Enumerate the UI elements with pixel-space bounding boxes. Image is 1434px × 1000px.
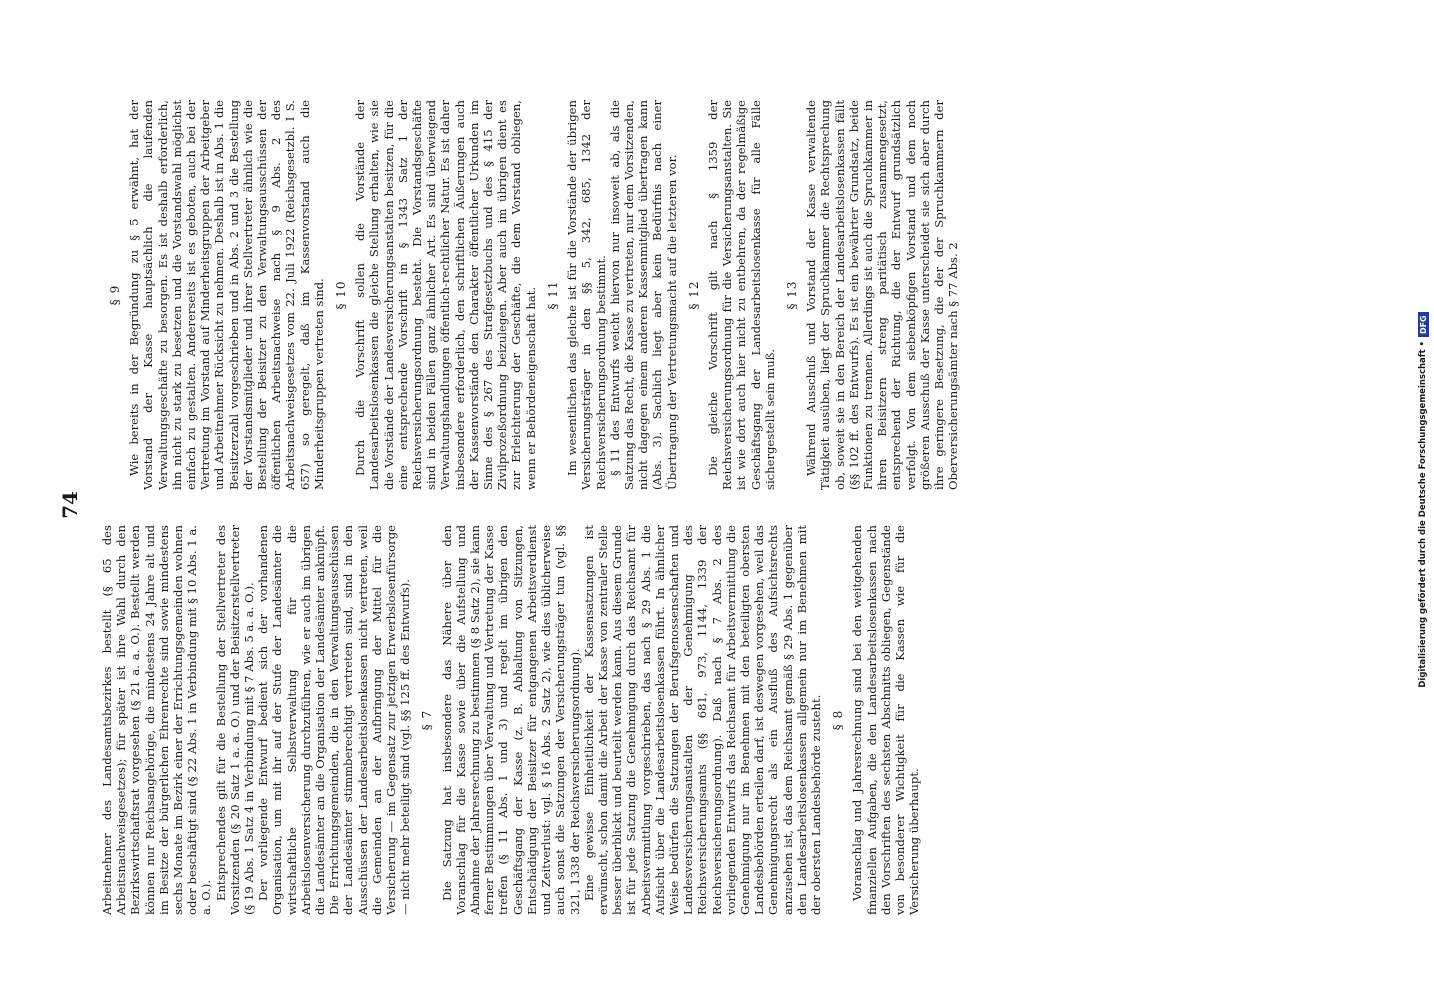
section-heading-10: § 10 bbox=[334, 280, 349, 310]
paragraph: Durch die Vorschrift sollen die Vorstände der Landesarbeitslosenkassen die gleiche Stellung erhalten, wie sie die Vorstände der Landesversicherungsanstalten besitzen, für die eine entsprechende Vorschrift in § 1343 Satz 1 der Reichsversicherungsordnung besteht. Die Vorstandsgeschäfte sind in beiden Fällen ganz ähnlicher Art. Es sind überwiegend Verwaltungshandlungen öffentlich-rechtlicher Natur. Es ist daher insbesondere erforderlich, den schriftlichen Äußerungen auch der Kassenvorstände den Charakter öffentlicher Urkunden im Sinne des § 267 des Strafgesetzbuchs und des § 415 der Zivilprozeßordnung beizulegen. Aber auch im übrigen dient es zur Erleichterung der Geschäfte, die dem Vorstand obliegen, wenn er Behördeneigenschaft hat. bbox=[353, 100, 538, 490]
section-heading-11: § 11 bbox=[545, 280, 560, 310]
left-text-column bbox=[100, 525, 921, 915]
rotated-page bbox=[58, 85, 1290, 915]
paragraph: Arbeitnehmer des Landesamtsbezirkes bestellt (§ 65 des Arbeitsnachweisgesetzes); für später ist ihre Wahl durch den Bezirkswirtschaftsrat vorgesehen (§ 21 a. a. O.). Bestellt werden können nur Reichsangehörige, die mindestens 24 Jahre alt und im Besitze der bürgerlichen Ehrenrechte sind sowie mindestens sechs Monate im Bezirk einer der Errichtungsgemeinden wohnen oder beschäftigt sind (§ 22 Abs. 1 in Verbindung mit § 10 Abs. 1 a. a. O.). bbox=[100, 525, 214, 915]
funding-note bbox=[1413, 10, 1433, 990]
section-heading-8: § 8 bbox=[831, 709, 846, 731]
paragraph: Entsprechendes gilt für die Bestellung der Stellvertreter des Vorsitzenden (§ 20 Satz 1 a. a. O.) und der Beisitzerstellvertreter (§ 19 Abs. 1 Satz 4 in Verbindung mit § 7 Abs. 5 a. a. O.). bbox=[213, 525, 257, 915]
page-number: 74 bbox=[58, 491, 82, 519]
paragraph: Der vorliegende Entwurf bedient sich der vorhandenen Organisation, um mit ihr auf der Stufe der Landesämter die wirtschaftliche Selbstverwaltung für die Arbeitslosenversicherung durchzuführen, wie er auch im übrigen die Landesämter an die Organisation der Landesämter anknüpft. Die Errichtungsgemeinden, die in den Verwaltungsausschüssen der Landesämter stimmberechtigt vertreten sind, sind in den Ausschüssen der Landesarbeitslosenkassen nicht vertreten, weil die Gemeinden an der Aufbringung der Mittel für die Versicherung — im Gegensatz zur jetzigen Erwerbslosenfürsorge — nicht mehr beteiligt sind (vgl. §§ 125 ff. des Entwurfs). bbox=[256, 525, 413, 915]
section-heading-12: § 12 bbox=[686, 280, 701, 310]
paragraph: § 11 des Entwurfs weicht hiervon nur insoweit ab, als die Satzung das Recht, die Kasse zu vertreten, nur dem Vorsitzenden, nicht dagegen einem anderen Kassenmitglied übertragen kann (Abs. 3). Sachlich liegt aber kein Bedürfnis nach einer Übertragung der Vertretungsmacht auf die letzteren vor. bbox=[607, 100, 679, 490]
paragraph: Voranschlag und Jahresrechnung sind bei den weitgehenden finanziellen Aufgaben, die den Landesarbeitslosenkassen nach den Vorschriften des sechsten Abschnitts obliegen, Gegenstände von besonderer Wichtigkeit für die Kassen wie für die Versicherung überhaupt. bbox=[850, 525, 922, 915]
right-text-column bbox=[100, 100, 960, 490]
paragraph: Die gleiche Vorschrift gilt nach § 1359 der Reichsversicherungsordnung für die Versicherungsanstalten. Sie ist wie dort auch hier nicht zu entbehren, da der regelmäßige Geschäftsgang der Landesarbeitslosenkasse für alle Fälle sichergestellt sein muß. bbox=[705, 100, 777, 490]
paragraph: Eine gewisse Einheitlichkeit der Kassensatzungen ist erwünscht, schon damit die Arbeit der Kasse von zentraler Stelle besser überblickt und beurteilt werden kann. Aus diesem Grunde ist für jede Satzung die Genehmigung durch das Reichsamt für Arbeitsvermittlung vorgeschrieben, das nach § 29 Abs. 1 die Aufsicht über die Landesarbeitslosenkassen führt. In ähnlicher Weise bedürfen die Satzungen der Berufsgenossenschaften und Landesversicherungsanstalten der Genehmigung des Reichsversicherungsamts (§§ 681, 973, 1144, 1339 der Reichsversicherungsordnung). Daß nach § 7 Abs. 2 des vorliegenden Entwurfs das Reichsamt für Arbeitsvermittlung die Genehmigung nur im Benehmen mit den beteiligten obersten Landesbehörden erteilen darf, ist deswegen vorgesehen, weil das Genehmigungsrecht als ein Ausfluß des Aufsichtsrechts anzusehen ist, das dem Reichsamt gemäß § 29 Abs. 1 gegenüber den Landesarbeitslosenkassen allgemein nur im Benehmen mit der obersten Landesbehörde zusteht. bbox=[581, 525, 823, 915]
funding-text: Digitalisierung gefördert durch die Deutsche Forschungsgemeinschaft • bbox=[1418, 341, 1428, 688]
section-heading-7: § 7 bbox=[420, 709, 435, 731]
dfg-logo: DFG bbox=[1418, 312, 1429, 337]
section-heading-13: § 13 bbox=[784, 280, 799, 310]
paragraph: Die Satzung hat insbesondere das Nähere über den Voranschlag für die Kasse sowie über die Aufstellung und Abnahme der Jahresrechnung zu bestimmen (§ 8 Satz 2), sie kann ferner Bestimmungen über Verwaltung und Vertretung der Kasse treffen (§ 11 Abs. 1 und 3) und regelt im übrigen den Geschäftsgang der Kasse (z. B. Abhaltung von Sitzungen, Entschädigung der Beisitzer für entgangenen Arbeitsverdienst und Zeitverlust: vgl. § 16 Abs. 2 Satz 2), wie dies üblicherweise auch sonst die Satzungen der Versicherungsträger tun (vgl. §§ 321, 1338 der Reichsversicherungsordnung). bbox=[439, 525, 582, 915]
section-heading-9: § 9 bbox=[108, 284, 122, 306]
paragraph: Während Ausschuß und Vorstand der Kasse verwaltende Tätigkeit ausüben, liegt der Spruchkammer die Rechtsprechung ob, soweit sie in den Bereich der Landesarbeitslosenkassen fällt (§§ 102 ff. des Entwurfs). Es ist ein bewährter Grundsatz, beide Funktionen zu trennen. Allerdings ist auch die Spruchkammer in ihren Beisitzern streng paritätisch zusammengesetzt, entsprechend der Richtung, die der Entwurf grundsätzlich verfolgt. Von dem siebenköpfigen Vorstand und dem noch größeren Ausschuß der Kasse unterscheidet sie sich aber durch ihre geringere Besetzung, die der der Spruchkammern der Oberversicherungsämter nach § 77 Abs. 2 bbox=[804, 100, 961, 490]
paragraph: Wie bereits in der Begründung zu § 5 erwähnt, hat der Vorstand der Kasse hauptsächlich die laufenden Verwaltungsgeschäfte zu besorgen. Es ist deshalb erforderlich, ihn nicht zu stark zu besetzen und die Vorstandswahl möglichst einfach zu gestalten. Andererseits ist es geboten, auch bei der Vertretung im Vorstand auf Minderheitsgruppen der Arbeitgeber und Arbeitnehmer Rücksicht zu nehmen. Deshalb ist in Abs. 1 die Beisitzerzahl vorgeschrieben und in Abs. 2 und 3 die Bestellung der Vorstandsmitglieder und ihrer Stellvertreter ähnlich wie die Bestellung der Beisitzer zu den Verwaltungsausschüssen der öffentlichen Arbeitsnachweise nach § 9 Abs. 2 des Arbeitsnachweisgesetzes vom 22. Juli 1922 (Reichsgesetzbl. I S. 657) so geregelt, daß im Kassenvorstand auch die Minderheitsgruppen vertreten sind. bbox=[127, 100, 326, 490]
paragraph: Im wesentlichen das gleiche ist für die Vorstände der übrigen Versicherungsträger in den §§ 5, 342, 685, 1342 der Reichsversicherungsordnung bestimmt. bbox=[565, 100, 608, 490]
